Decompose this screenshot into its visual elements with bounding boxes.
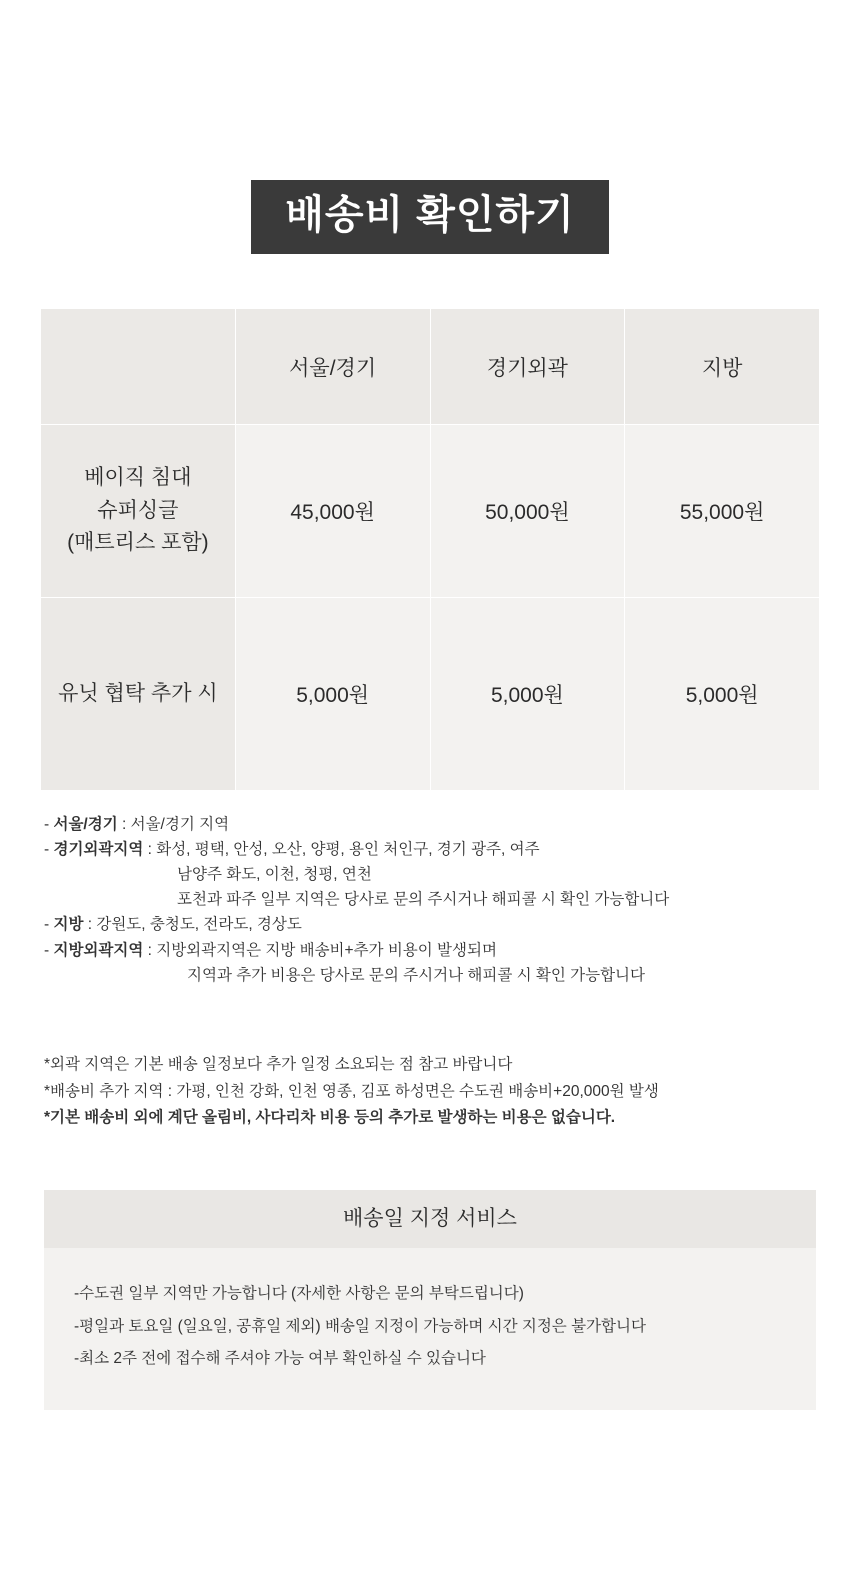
note-text: : 지방외곽지역은 지방 배송비+추가 비용이 발생되며 bbox=[143, 941, 497, 959]
note-dash: - bbox=[44, 916, 54, 934]
star-note-line: *기본 배송비 외에 계단 올림비, 사다리차 비용 등의 추가로 발생하는 비용은 없습니다. bbox=[44, 1109, 616, 1127]
cell-nightstand-outer: 5,000원 bbox=[430, 598, 625, 791]
note-label: 지방 bbox=[53, 916, 84, 934]
cell-nightstand-seoul: 5,000원 bbox=[235, 598, 430, 791]
table-body bbox=[41, 425, 820, 791]
row-label-line: (매트리스 포함) bbox=[67, 531, 209, 555]
table-header-gyeonggi-outer: 경기외곽 bbox=[430, 309, 625, 425]
note-dash: - bbox=[44, 816, 54, 833]
service-body bbox=[44, 1248, 816, 1410]
note-dash: - bbox=[44, 841, 54, 859]
note-dash: - bbox=[44, 941, 54, 959]
note-label: 지방외곽지역 bbox=[53, 941, 144, 959]
note-text: : 서울/경기 지역 bbox=[117, 816, 230, 833]
note-text: 포천과 파주 일부 지역은 당사로 문의 주시거나 해피콜 시 확인 가능합니다 bbox=[177, 891, 670, 909]
note-text: 남양주 화도, 이천, 청평, 연천 bbox=[177, 866, 372, 884]
delivery-date-service-box bbox=[44, 1190, 816, 1410]
note-text: 지역과 추가 비용은 당사로 문의 주시거나 해피콜 시 확인 가능합니다 bbox=[187, 966, 646, 984]
page-title: 배송비 확인하기 bbox=[251, 180, 609, 254]
additional-notes bbox=[44, 1052, 844, 1132]
service-item: -평일과 토요일 (일요일, 공휴일 제외) 배송일 지정이 가능하며 시간 지정은 불가합니다 bbox=[74, 1317, 646, 1335]
note-label: 서울/경기 bbox=[53, 816, 118, 833]
note-line bbox=[44, 963, 834, 988]
row-label-basic-bed bbox=[41, 425, 236, 598]
note-line bbox=[44, 887, 834, 912]
table-row bbox=[41, 425, 820, 598]
row-label-unit-nightstand bbox=[41, 598, 236, 791]
note-line bbox=[44, 862, 834, 887]
note-line bbox=[44, 812, 834, 837]
table-header-seoul-gyeonggi: 서울/경기 bbox=[235, 309, 430, 425]
note-line bbox=[44, 938, 834, 963]
cell-basic-bed-seoul: 45,000원 bbox=[235, 425, 430, 598]
row-label-line: 베이직 침대 bbox=[84, 466, 192, 490]
service-item: -수도권 일부 지역만 가능합니다 (자세한 사항은 문의 부탁드립니다) bbox=[74, 1285, 524, 1302]
note-text: : 강원도, 충청도, 전라도, 경상도 bbox=[83, 916, 302, 934]
table-row bbox=[41, 598, 820, 791]
note-label: 경기외곽지역 bbox=[53, 841, 144, 859]
table-header-row bbox=[41, 309, 820, 425]
cell-nightstand-province: 5,000원 bbox=[625, 598, 820, 791]
note-line bbox=[44, 837, 834, 862]
table-header-province: 지방 bbox=[625, 309, 820, 425]
cell-basic-bed-province: 55,000원 bbox=[625, 425, 820, 598]
table-header bbox=[41, 309, 820, 425]
note-text: : 화성, 평택, 안성, 오산, 양평, 용인 처인구, 경기 광주, 여주 bbox=[143, 841, 540, 859]
region-notes bbox=[44, 812, 834, 988]
cell-basic-bed-outer: 50,000원 bbox=[430, 425, 625, 598]
table-header-corner bbox=[41, 309, 236, 425]
note-line bbox=[44, 912, 834, 937]
star-note-line: *배송비 추가 지역 : 가평, 인천 강화, 인천 영종, 김포 하성면은 수도권 배송비+20,000원 발생 bbox=[44, 1082, 659, 1100]
service-item: -최소 2주 전에 접수해 주셔야 가능 여부 확인하실 수 있습니다 bbox=[74, 1350, 486, 1368]
row-label-line: 유닛 협탁 추가 시 bbox=[58, 681, 218, 705]
service-heading: 배송일 지정 서비스 bbox=[44, 1190, 816, 1248]
row-label-line: 슈퍼싱글 bbox=[97, 498, 179, 522]
star-note-line: *외곽 지역은 기본 배송 일정보다 추가 일정 소요되는 점 참고 바랍니다 bbox=[44, 1056, 513, 1073]
delivery-fee-table bbox=[40, 308, 820, 791]
page-title-wrapper bbox=[0, 180, 860, 254]
